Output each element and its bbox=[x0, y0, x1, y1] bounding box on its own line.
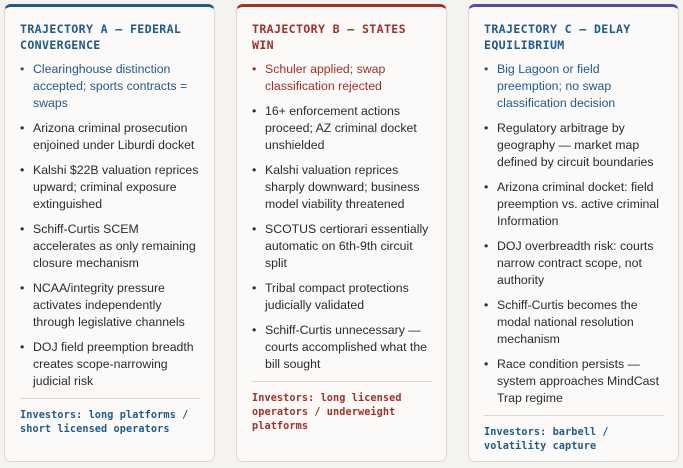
list-item bbox=[252, 103, 432, 154]
list-item bbox=[252, 322, 432, 373]
trajectory-a-card bbox=[4, 4, 215, 462]
point-text: DOJ overbreadth risk: courts narrow contract scope, not authority bbox=[497, 239, 654, 287]
list-item bbox=[20, 280, 200, 331]
trajectory-a-points bbox=[20, 61, 200, 390]
bullet-icon: • bbox=[484, 298, 489, 312]
list-item bbox=[20, 120, 200, 154]
bullet-icon: • bbox=[20, 222, 25, 236]
point-text: Schiff-Curtis unnecessary — courts accomplished what the bill sought bbox=[265, 323, 427, 371]
list-item bbox=[20, 339, 200, 390]
bullet-icon: • bbox=[20, 121, 25, 135]
trajectory-c-title: TRAJECTORY C — DELAY EQUILIBRIUM bbox=[484, 22, 631, 52]
point-text: Race condition persists — system approaches MindCast Trap regime bbox=[497, 357, 659, 405]
bullet-icon: • bbox=[484, 239, 489, 253]
bullet-icon: • bbox=[20, 62, 25, 76]
bullet-icon: • bbox=[484, 62, 489, 76]
divider bbox=[20, 398, 200, 399]
point-text: 16+ enforcement actions proceed; AZ criminal docket unshielded bbox=[265, 104, 417, 152]
bullet-icon: • bbox=[484, 121, 489, 135]
bullet-icon: • bbox=[20, 281, 25, 295]
point-text: Tribal compact protections judicially validated bbox=[265, 281, 409, 312]
list-item bbox=[252, 162, 432, 213]
list-item bbox=[252, 61, 432, 95]
point-text: Clearinghouse distinction accepted; sports contracts = swaps bbox=[33, 62, 188, 110]
bullet-icon: • bbox=[484, 357, 489, 371]
list-item bbox=[484, 61, 664, 112]
point-text: Arizona criminal docket: field preemption vs. active criminal Information bbox=[497, 180, 659, 228]
point-text: SCOTUS certiorari essentially automatic on 6th-9th circuit split bbox=[265, 222, 429, 270]
list-item bbox=[484, 238, 664, 289]
divider bbox=[252, 381, 432, 382]
bullet-icon: • bbox=[20, 340, 25, 354]
point-text: Schuler applied; swap classification rejected bbox=[265, 62, 386, 93]
list-item bbox=[484, 356, 664, 407]
trajectory-a-investors: Investors: long platforms / short licensed operators bbox=[20, 410, 189, 435]
point-text: NCAA/integrity pressure activates independently through legislative channels bbox=[33, 281, 185, 329]
bullet-icon: • bbox=[252, 281, 257, 295]
bullet-icon: • bbox=[252, 104, 257, 118]
trajectory-b-points bbox=[252, 61, 432, 373]
list-item bbox=[484, 120, 664, 171]
bullet-icon: • bbox=[252, 62, 257, 76]
list-item bbox=[484, 297, 664, 348]
list-item bbox=[252, 280, 432, 314]
trajectory-b-title: TRAJECTORY B — STATES WIN bbox=[252, 22, 406, 52]
list-item bbox=[252, 221, 432, 272]
bullet-icon: • bbox=[252, 163, 257, 177]
trajectory-b-card bbox=[236, 4, 447, 462]
point-text: Arizona criminal prosecution enjoined under Liburdi docket bbox=[33, 121, 195, 152]
trajectory-c-investors: Investors: barbell / volatility capture bbox=[484, 427, 609, 452]
bullet-icon: • bbox=[252, 222, 257, 236]
list-item bbox=[20, 162, 200, 213]
bullet-icon: • bbox=[484, 180, 489, 194]
trajectory-b-investors: Investors: long licensed operators / underweight platforms bbox=[252, 393, 402, 432]
bullet-icon: • bbox=[252, 323, 257, 337]
trajectory-a-title: TRAJECTORY A — FEDERAL CONVERGENCE bbox=[20, 22, 182, 52]
point-text: Kalshi $22B valuation reprices upward; criminal exposure extinguished bbox=[33, 163, 199, 211]
point-text: Schiff-Curtis SCEM accelerates as only remaining closure mechanism bbox=[33, 222, 196, 270]
point-text: DOJ field preemption breadth creates scope-narrowing judicial risk bbox=[33, 340, 194, 388]
trajectory-c-card bbox=[468, 4, 679, 462]
point-text: Regulatory arbitrage by geography — market map defined by circuit boundaries bbox=[497, 121, 654, 169]
list-item bbox=[484, 179, 664, 230]
list-item bbox=[20, 221, 200, 272]
divider bbox=[484, 415, 664, 416]
trajectory-c-points bbox=[484, 61, 664, 407]
bullet-icon: • bbox=[20, 163, 25, 177]
list-item bbox=[20, 61, 200, 112]
point-text: Big Lagoon or field preemption; no swap classification decision bbox=[497, 62, 616, 110]
point-text: Kalshi valuation reprices sharply downward; business model viability threatened bbox=[265, 163, 420, 211]
point-text: Schiff-Curtis becomes the modal national resolution mechanism bbox=[497, 298, 638, 346]
